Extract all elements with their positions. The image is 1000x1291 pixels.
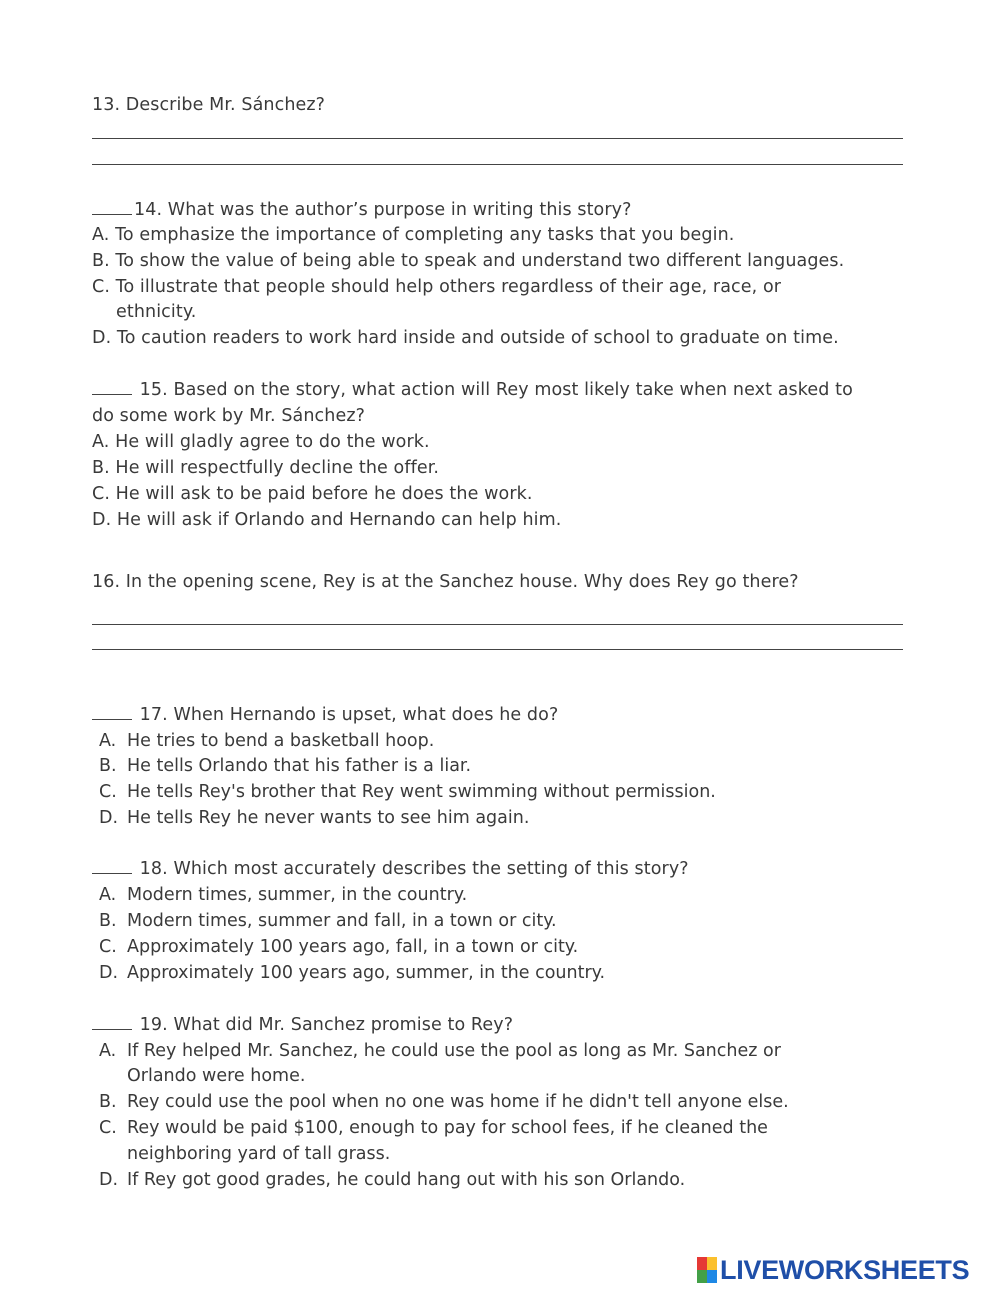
q17-prompt-row	[92, 702, 558, 728]
q15-prompt-line1: 15. Based on the story, what action will Rey most likely take when next asked to	[139, 380, 853, 400]
q14-option-a: A. To emphasize the importance of completing any tasks that you begin.	[92, 225, 735, 245]
q17-option-b: He tells Orlando that his father is a liar.	[127, 756, 472, 776]
q15-option-b: B. He will respectfully decline the offer.	[92, 458, 440, 478]
q18-option-d: Approximately 100 years ago, summer, in the country.	[127, 963, 606, 983]
logo-text: LIVEWORKSHEETS	[720, 1255, 970, 1285]
q16-answer-line-2[interactable]	[92, 649, 903, 650]
q19-option-a: If Rey helped Mr. Sanchez, he could use the pool as long as Mr. Sanchez or	[127, 1041, 781, 1061]
q14-prompt-row	[92, 197, 632, 223]
q18-option-a: Modern times, summer, in the country.	[127, 885, 468, 905]
q19-letter-b: B.	[99, 1092, 117, 1112]
liveworksheets-blocks-icon	[697, 1257, 717, 1283]
q14-option-d: D. To caution readers to work hard inside and outside of school to graduate on time.	[92, 328, 839, 348]
q19-prompt: 19. What did Mr. Sanchez promise to Rey?	[139, 1015, 514, 1035]
q13-answer-line-1[interactable]	[92, 138, 903, 139]
q16-answer-line-1[interactable]	[92, 624, 903, 625]
q15-answer-blank[interactable]	[92, 378, 132, 395]
q19-prompt-row	[92, 1012, 513, 1038]
q17-answer-blank[interactable]	[92, 703, 132, 720]
q18-prompt-row	[92, 856, 689, 882]
q14-prompt: 14. What was the author’s purpose in writing this story?	[134, 200, 632, 220]
q19-option-a-cont: Orlando were home.	[127, 1066, 306, 1086]
q15-option-a: A. He will gladly agree to do the work.	[92, 432, 430, 452]
q17-letter-c: C.	[99, 782, 117, 802]
liveworksheets-logo[interactable]	[697, 1255, 969, 1285]
q15-option-c: C. He will ask to be paid before he does the work.	[92, 484, 533, 504]
q18-answer-blank[interactable]	[92, 857, 132, 874]
q17-letter-d: D.	[99, 808, 119, 828]
q19-letter-d: D.	[99, 1170, 119, 1190]
q17-option-a: He tries to bend a basketball hoop.	[127, 731, 435, 751]
q17-option-d: He tells Rey he never wants to see him again.	[127, 808, 530, 828]
q17-letter-a: A.	[99, 731, 117, 751]
q14-answer-blank[interactable]	[92, 198, 132, 215]
q13-answer-line-2[interactable]	[92, 164, 903, 165]
q19-option-b: Rey could use the pool when no one was home if he didn't tell anyone else.	[127, 1092, 789, 1112]
q18-letter-a: A.	[99, 885, 117, 905]
q18-prompt: 18. Which most accurately describes the setting of this story?	[139, 859, 689, 879]
q18-letter-b: B.	[99, 911, 117, 931]
q18-option-b: Modern times, summer and fall, in a town or city.	[127, 911, 557, 931]
q16-prompt: 16. In the opening scene, Rey is at the Sanchez house. Why does Rey go there?	[92, 572, 799, 592]
q17-letter-b: B.	[99, 756, 117, 776]
q19-option-d: If Rey got good grades, he could hang out with his son Orlando.	[127, 1170, 686, 1190]
q17-prompt: 17. When Hernando is upset, what does he do?	[139, 705, 559, 725]
q17-option-c: He tells Rey's brother that Rey went swimming without permission.	[127, 782, 716, 802]
q14-option-c-cont: ethnicity.	[116, 302, 197, 322]
q13-prompt: 13. Describe Mr. Sánchez?	[92, 95, 326, 115]
q15-option-d: D. He will ask if Orlando and Hernando can help him.	[92, 510, 562, 530]
q14-option-b: B. To show the value of being able to speak and understand two different languages.	[92, 251, 845, 271]
q14-option-c: C. To illustrate that people should help others regardless of their age, race, or	[92, 277, 782, 297]
q19-letter-a: A.	[99, 1041, 117, 1061]
q19-option-c: Rey would be paid $100, enough to pay for school fees, if he cleaned the	[127, 1118, 768, 1138]
q15-prompt-line2: do some work by Mr. Sánchez?	[92, 406, 366, 426]
q18-option-c: Approximately 100 years ago, fall, in a town or city.	[127, 937, 579, 957]
q19-option-c-cont: neighboring yard of tall grass.	[127, 1144, 391, 1164]
q18-letter-d: D.	[99, 963, 119, 983]
q19-letter-c: C.	[99, 1118, 117, 1138]
q18-letter-c: C.	[99, 937, 117, 957]
q15-prompt-row	[92, 377, 853, 403]
q19-answer-blank[interactable]	[92, 1013, 132, 1030]
